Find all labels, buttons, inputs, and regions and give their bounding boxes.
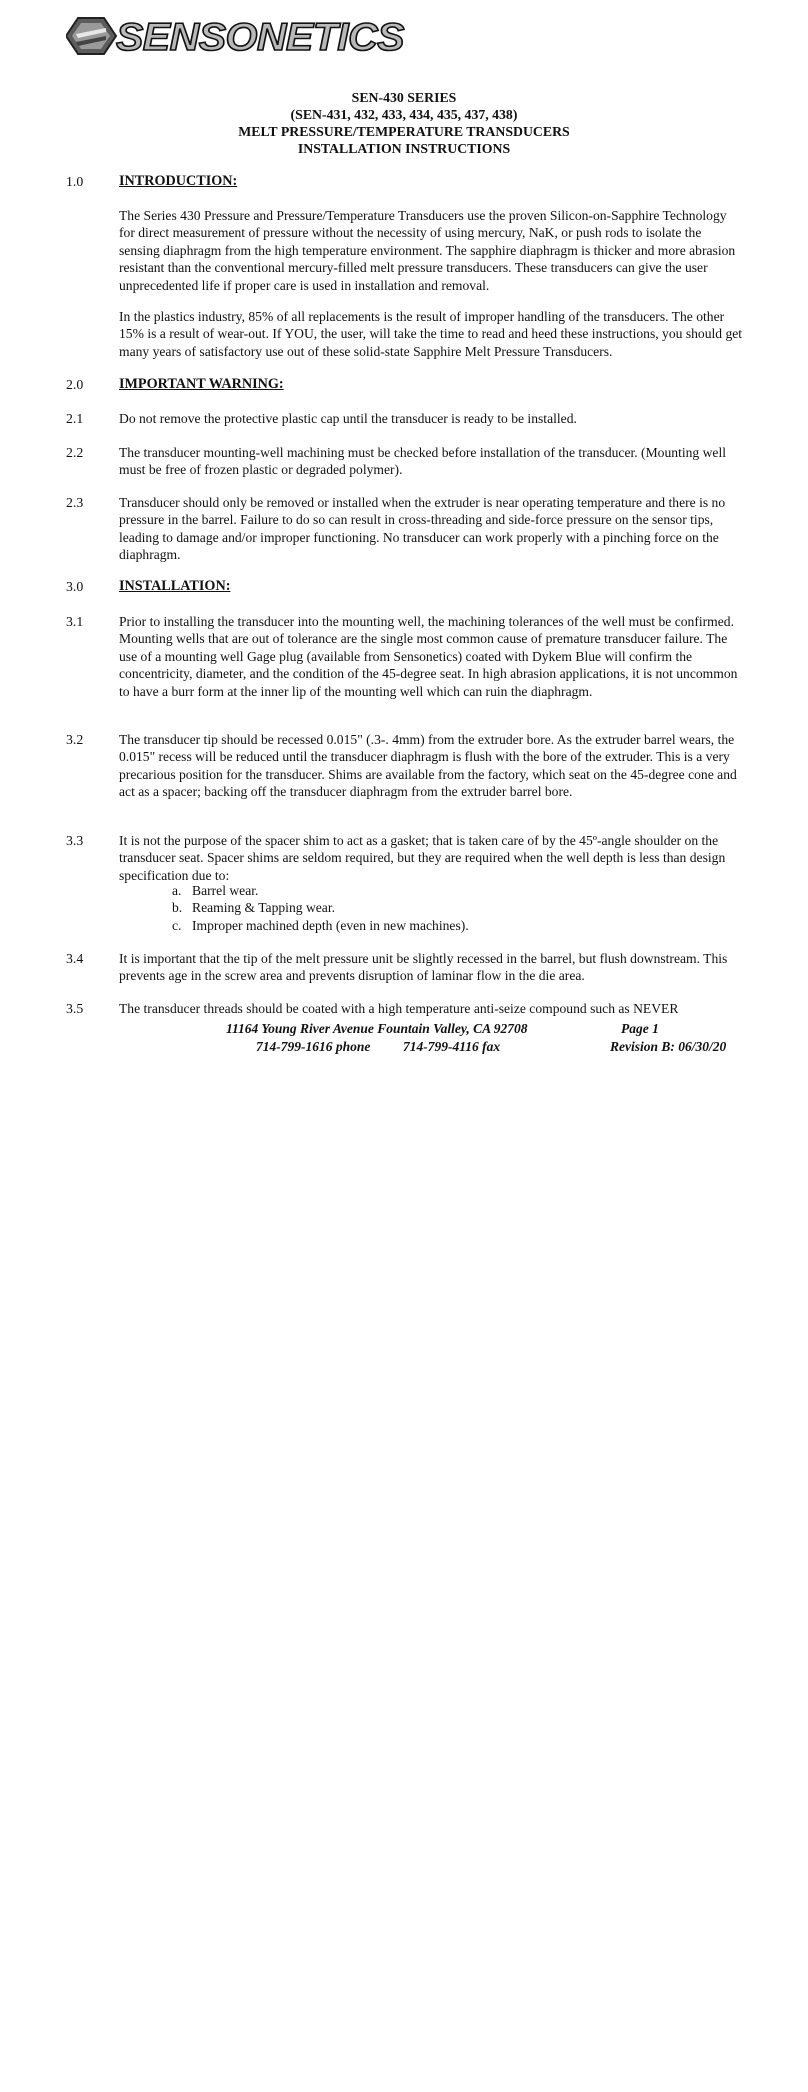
list-item xyxy=(172,882,469,899)
document-title-block xyxy=(0,89,808,157)
logo-wordmark: SENSONETICS xyxy=(116,16,405,59)
section-number: 2.0 xyxy=(66,377,84,392)
footer-address: 11164 Young River Avenue Fountain Valley, CA 92708 xyxy=(226,1021,528,1036)
model-list: (SEN-431, 432, 433, 434, 435, 437, 438) xyxy=(290,107,518,122)
section-heading: INTRODUCTION: xyxy=(119,173,238,189)
item-text: Do not remove the protective plastic cap until the transducer is ready to be installed. xyxy=(119,411,577,426)
item-number: 2.1 xyxy=(66,411,84,426)
item-text: The transducer threads should be coated with a high temperature anti-seize compound such as NEVER xyxy=(119,1001,679,1016)
section-heading: IMPORTANT WARNING: xyxy=(119,376,284,392)
section-heading: INSTALLATION: xyxy=(119,578,231,594)
item-text: It is not the purpose of the spacer shim to act as a gasket; that is taken care of by the 45º-angle shoulder on the transducer seat. Spacer shims are seldom required, but they are required when the well depth is less than design specification due to: xyxy=(119,833,726,883)
list-text: Barrel wear. xyxy=(192,883,259,898)
paragraph-text: In the plastics industry, 85% of all replacements is the result of improper handling of the transducers. The other 15% is a result of wear-out. If YOU, the user, will take the time to read and heed these instructions, you should get many years of satisfactory use out of these solid-state Sapphire Melt Pressure Transducers. xyxy=(119,309,743,359)
instructions-title: INSTALLATION INSTRUCTIONS xyxy=(297,141,511,156)
list-letter: b. xyxy=(172,900,183,916)
list-text: Reaming & Tapping wear. xyxy=(192,900,336,916)
company-logo xyxy=(66,14,411,60)
item-text: It is important that the tip of the melt pressure unit be slightly recessed in the barrel, but flush downstream. This prevents age in the screw area and prevents disruption of laminar flow in the die area. xyxy=(119,951,728,984)
item-text: Transducer should only be removed or installed when the extruder is near operating temperature and there is no pressure in the barrel. Failure to do so can result in cross-threading and side-force pressure on the sensor tips, leading to damage and/or improper functioning. No transducer can work properly with a pinching force on the diaphragm. xyxy=(119,495,726,563)
list-letter: c. xyxy=(172,917,182,933)
item-number: 2.3 xyxy=(66,495,84,510)
footer-fax: 714-799-4116 fax xyxy=(403,1039,501,1054)
section-number: 3.0 xyxy=(66,579,84,594)
section-number: 1.0 xyxy=(66,174,84,189)
footer-page-number: Page 1 xyxy=(621,1021,659,1036)
series-title: SEN-430 SERIES xyxy=(351,90,457,105)
item-number: 3.2 xyxy=(66,732,84,747)
footer-phone: 714-799-1616 phone xyxy=(256,1039,371,1054)
sensonetics-logo-image xyxy=(66,14,411,60)
item-number: 2.2 xyxy=(66,445,84,460)
product-title: MELT PRESSURE/TEMPERATURE TRANSDUCERS xyxy=(238,124,570,139)
item-text: The transducer tip should be recessed 0.015" (.3-. 4mm) from the extruder bore. As the extruder barrel wears, the 0.015" recess will be reduced until the transducer diaphragm is flush with the bore of the extruder. This is a very precarious position for the transducer. Shims are available from the factory, which seat on the 45-degree cone and act as a spacer; backing off the transducer diaphragm from the extruder barrel bore. xyxy=(119,732,737,800)
item-number: 3.5 xyxy=(66,1001,84,1016)
item-text: Prior to installing the transducer into the mounting well, the machining tolerances of the well must be confirmed. Mounting wells that are out of tolerance are the single most common cause of premature transducer failure. The use of a mounting well Gage plug (available from Sensonetics) coated with Dykem Blue will confirm the concentricity, diameter, and the condition of the 45-degree seat. In high abrasion applications, it is not uncommon to have a burr form at the inner lip of the mounting well which can ruin the diaphragm. xyxy=(119,614,738,699)
item-text: The transducer mounting-well machining must be checked before installation of the transducer. (Mounting well must be free of frozen plastic or degraded polymer). xyxy=(119,445,727,478)
item-number: 3.3 xyxy=(66,833,84,848)
footer-revision: Revision B: 06/30/20 xyxy=(610,1039,727,1054)
item-number: 3.4 xyxy=(66,951,84,966)
list-item xyxy=(172,899,469,916)
list-item xyxy=(172,917,469,934)
list-text: Improper machined depth (even in new machines). xyxy=(192,917,469,933)
list-letter: a. xyxy=(172,883,182,898)
item-number: 3.1 xyxy=(66,614,84,629)
paragraph-text: The Series 430 Pressure and Pressure/Temperature Transducers use the proven Silicon-on-Sapphire Technology for direct measurement of pressure without the necessity of using mercury, NaK, or push rods to isolate the sensing diaphragm from the high temperature environment. The sapphire diaphragm is thicker and more abrasion resistant than the conventional mercury-filled melt pressure transducers. These transducers can give the user unprecedented life if proper care is used in installation and removal. xyxy=(119,208,736,293)
